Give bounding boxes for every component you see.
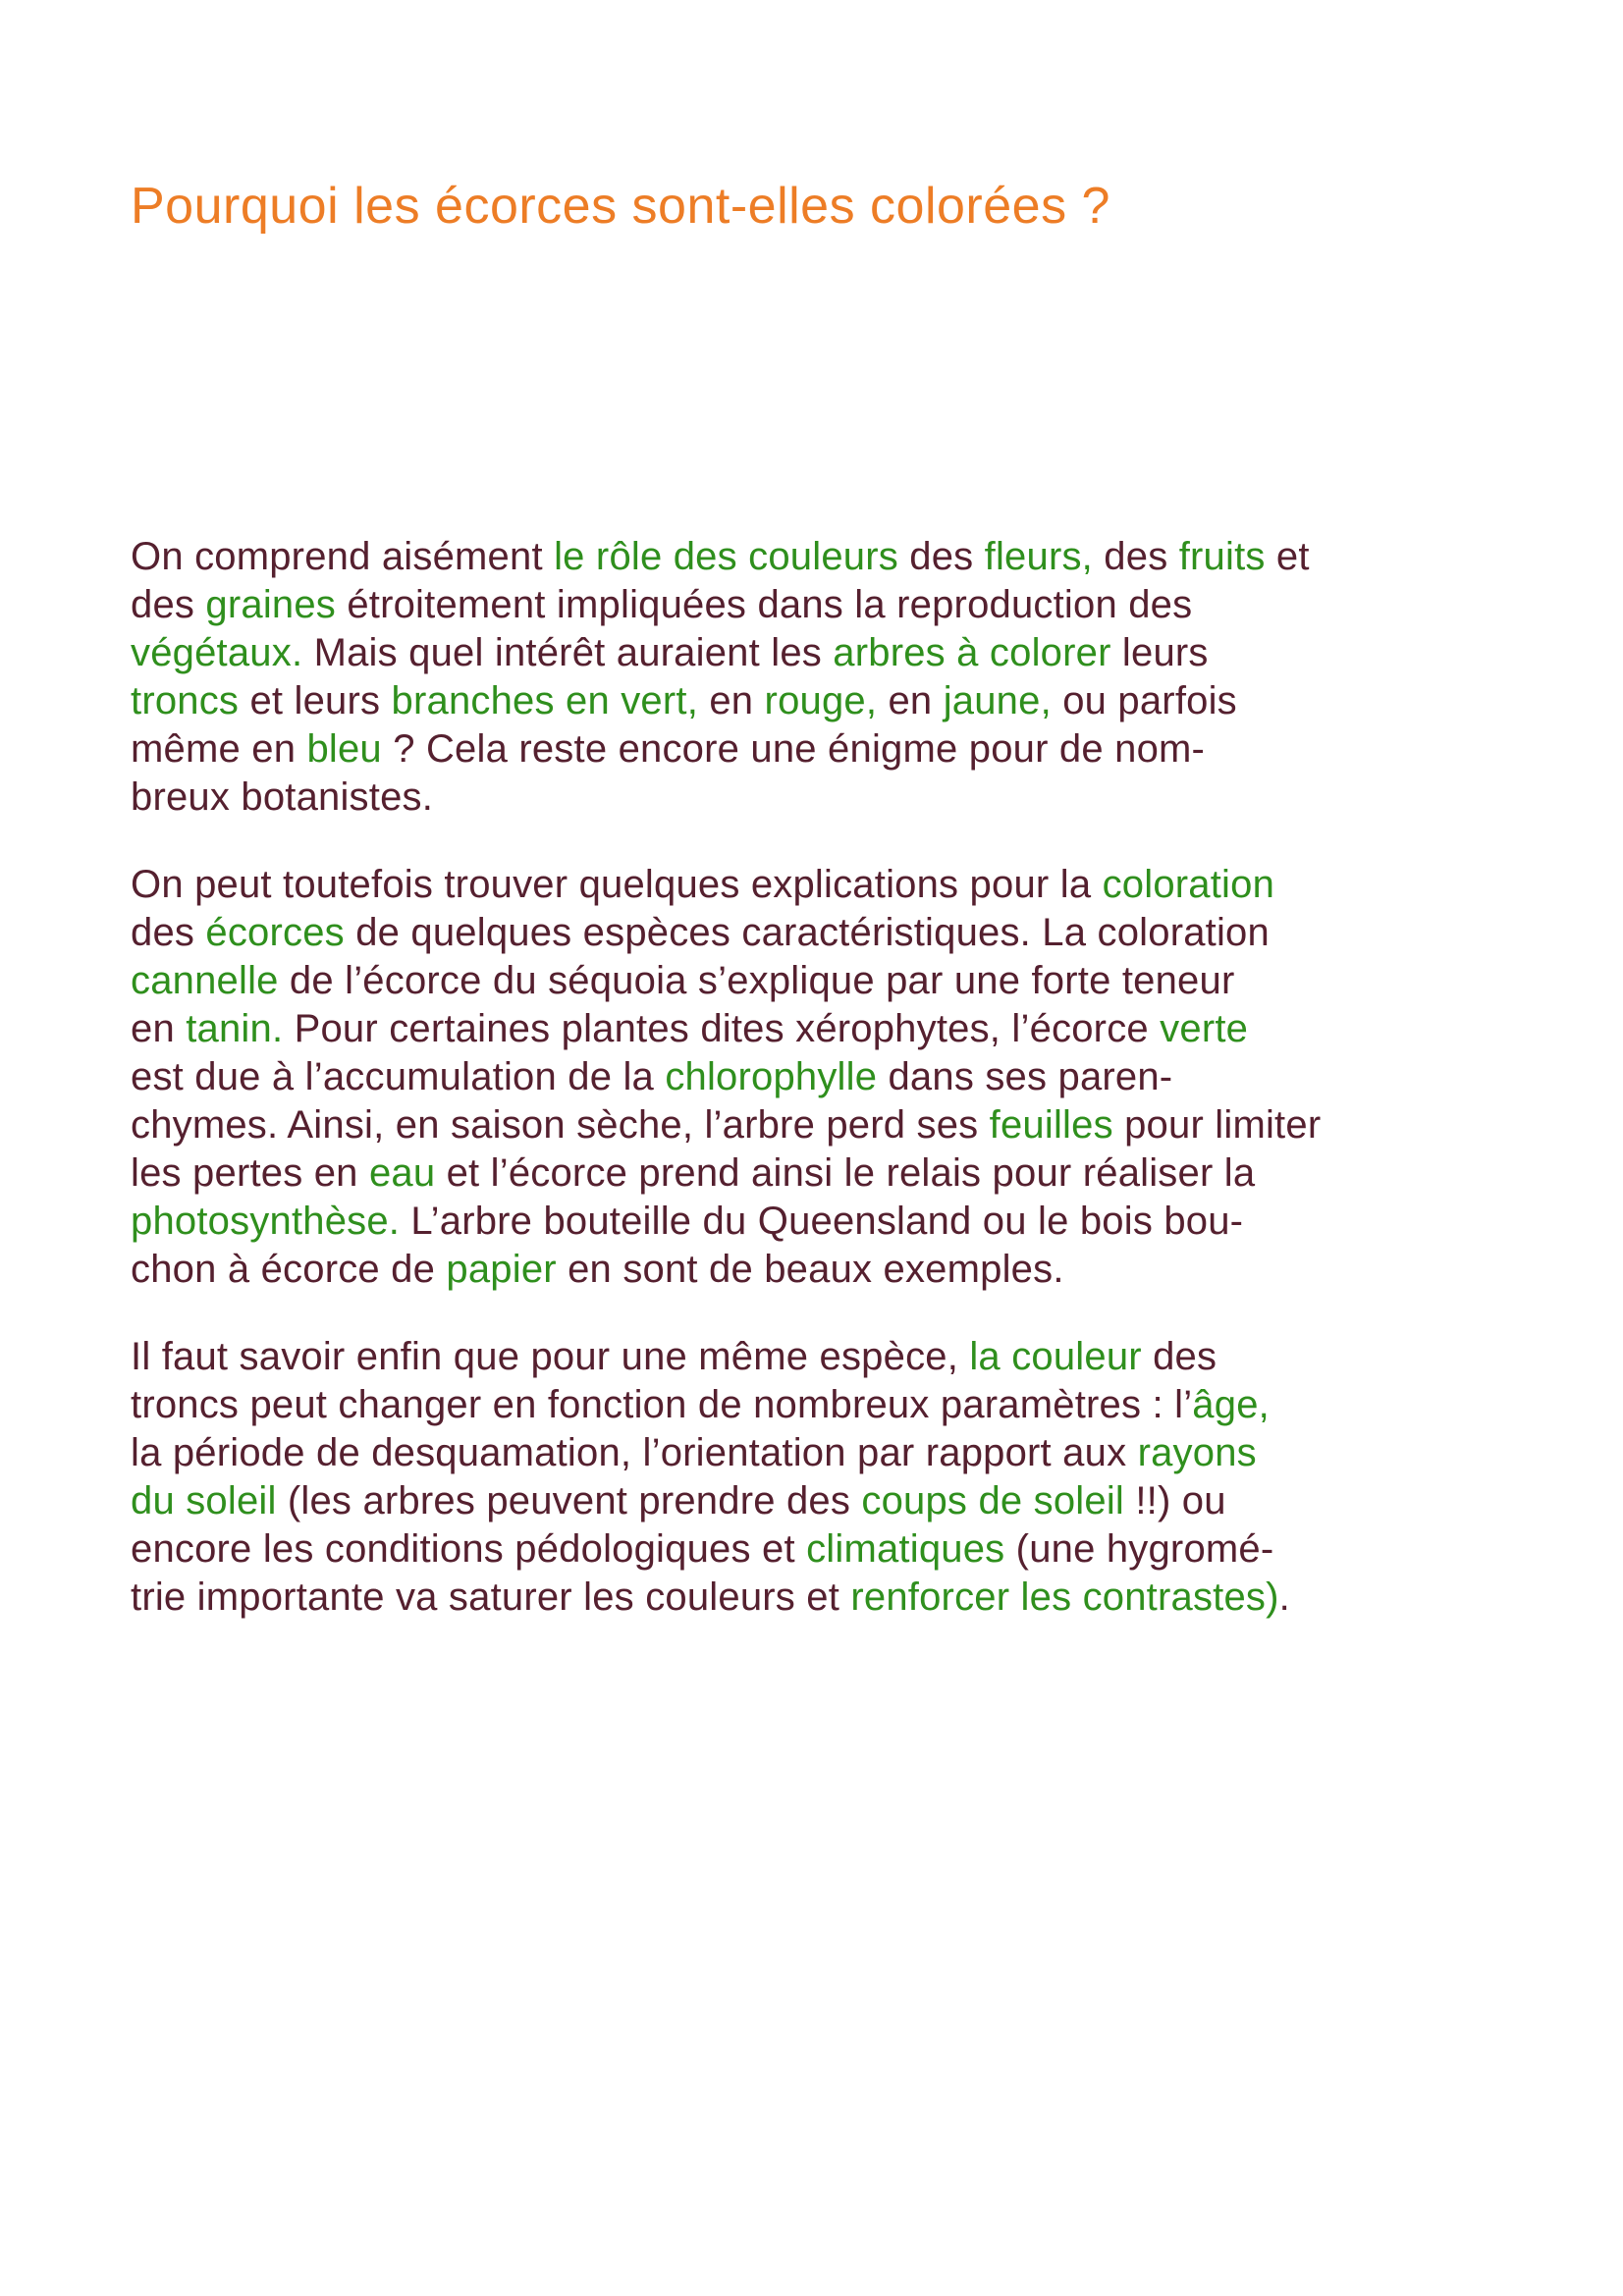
body-text-segment: en — [131, 1007, 187, 1050]
body-text-segment: et leurs — [239, 679, 392, 722]
text-line — [131, 1381, 1495, 1429]
highlighted-text: âge, — [1192, 1383, 1270, 1426]
text-line — [131, 774, 1495, 822]
body-paragraphs — [131, 533, 1495, 1661]
highlighted-text: tanin. — [186, 1007, 284, 1050]
body-text-segment: des — [1141, 1335, 1217, 1378]
body-text-segment: pour limiter — [1112, 1103, 1322, 1147]
highlighted-text: graines — [205, 583, 336, 626]
highlighted-text: fruits — [1178, 535, 1266, 578]
highlighted-text: eau — [368, 1151, 436, 1195]
highlighted-text: le rôle des couleurs — [554, 535, 898, 578]
text-line — [131, 1246, 1495, 1294]
body-text-segment: trie importante va saturer les couleurs et — [131, 1575, 851, 1619]
body-text-segment: dans ses paren- — [877, 1055, 1173, 1098]
body-text-segment: même en — [131, 727, 307, 771]
text-line — [131, 1198, 1495, 1246]
body-text-segment: de quelques espèces caractéristiques. La coloration — [344, 911, 1270, 954]
highlighted-text: coloration — [1102, 863, 1275, 906]
text-line — [131, 581, 1495, 629]
body-text-segment: en — [698, 679, 765, 722]
text-line — [131, 957, 1495, 1005]
body-text-segment: L’arbre bouteille du Queensland ou le bois bou- — [400, 1200, 1244, 1243]
body-text-segment: Pour certaines plantes dites xérophytes, l’écorce — [283, 1007, 1161, 1050]
text-line — [131, 1429, 1495, 1477]
text-line — [131, 1477, 1495, 1525]
text-line — [131, 1149, 1495, 1198]
body-text-segment: Il faut savoir enfin que pour une même espèce, — [131, 1335, 970, 1378]
body-text-segment: breux botanistes. — [131, 775, 434, 819]
body-text-segment: (les arbres peuvent prendre des — [276, 1479, 862, 1522]
highlighted-text: du soleil — [131, 1479, 277, 1522]
body-text-segment: ou parfois — [1051, 679, 1237, 722]
body-text-segment: des — [131, 911, 206, 954]
body-text-segment: en — [877, 679, 944, 722]
body-text-segment: de l’écorce du séquoia s’explique par une forte teneur — [278, 959, 1235, 1002]
body-text-segment: !!) ou — [1124, 1479, 1226, 1522]
body-text-segment: leurs — [1110, 631, 1209, 674]
body-text-segment: . — [1278, 1575, 1290, 1619]
highlighted-text: branches en vert, — [391, 679, 699, 722]
paragraph — [131, 1333, 1495, 1622]
text-line — [131, 1525, 1495, 1574]
highlighted-text: écorces — [205, 911, 345, 954]
text-line — [131, 677, 1495, 725]
highlighted-text: papier — [446, 1248, 557, 1291]
body-text-segment: Mais quel intérêt auraient les — [302, 631, 834, 674]
text-line — [131, 725, 1495, 774]
highlighted-text: troncs — [131, 679, 240, 722]
highlighted-text: coups de soleil — [861, 1479, 1124, 1522]
body-text-segment: des — [131, 583, 206, 626]
body-text-segment: étroitement impliquées dans la reproduction des — [336, 583, 1193, 626]
text-line — [131, 861, 1495, 909]
body-text-segment: On peut toutefois trouver quelques explications pour la — [131, 863, 1103, 906]
highlighted-text: rouge, — [764, 679, 878, 722]
body-text-segment: et — [1265, 535, 1310, 578]
body-text-segment: chymes. Ainsi, en saison sèche, l’arbre perd ses — [131, 1103, 990, 1147]
body-text-segment: (une hygromé- — [1004, 1527, 1274, 1571]
text-line — [131, 629, 1495, 677]
highlighted-text: photosynthèse. — [131, 1200, 401, 1243]
highlighted-text: arbres à colorer — [833, 631, 1111, 674]
highlighted-text: rayons — [1137, 1431, 1257, 1474]
body-text-segment: encore les conditions pédologiques et — [131, 1527, 807, 1571]
text-line — [131, 909, 1495, 957]
text-line — [131, 1053, 1495, 1101]
body-text-segment: et l’écorce prend ainsi le relais pour réaliser la — [435, 1151, 1256, 1195]
highlighted-text: climatiques — [806, 1527, 1005, 1571]
highlighted-text: cannelle — [131, 959, 279, 1002]
body-text-segment: des — [1092, 535, 1179, 578]
highlighted-text: renforcer les contrastes) — [850, 1575, 1279, 1619]
highlighted-text: chlorophylle — [665, 1055, 878, 1098]
text-line — [131, 1101, 1495, 1149]
body-text-segment: ? Cela reste encore une énigme pour de nom- — [381, 727, 1206, 771]
body-text-segment: est due à l’accumulation de la — [131, 1055, 666, 1098]
text-line — [131, 533, 1495, 581]
page-title: Pourquoi les écorces sont-elles colorées ? — [131, 178, 1110, 235]
body-text-segment: en sont de beaux exemples. — [556, 1248, 1064, 1291]
highlighted-text: bleu — [306, 727, 382, 771]
highlighted-text: jaune, — [943, 679, 1052, 722]
body-text-segment: la période de desquamation, l’orientation par rapport aux — [131, 1431, 1138, 1474]
text-line — [131, 1574, 1495, 1622]
body-text-segment: les pertes en — [131, 1151, 369, 1195]
body-text-segment: troncs peut changer en fonction de nombreux paramètres : l’ — [131, 1383, 1193, 1426]
highlighted-text: fleurs, — [984, 535, 1093, 578]
paragraph — [131, 861, 1495, 1294]
text-line — [131, 1005, 1495, 1053]
paragraph — [131, 533, 1495, 822]
text-line — [131, 1333, 1495, 1381]
highlighted-text: végétaux. — [131, 631, 303, 674]
highlighted-text: feuilles — [989, 1103, 1113, 1147]
highlighted-text: la couleur — [969, 1335, 1142, 1378]
body-text-segment: des — [897, 535, 985, 578]
highlighted-text: verte — [1160, 1007, 1249, 1050]
body-text-segment: On comprend aisément — [131, 535, 555, 578]
body-text-segment: chon à écorce de — [131, 1248, 447, 1291]
